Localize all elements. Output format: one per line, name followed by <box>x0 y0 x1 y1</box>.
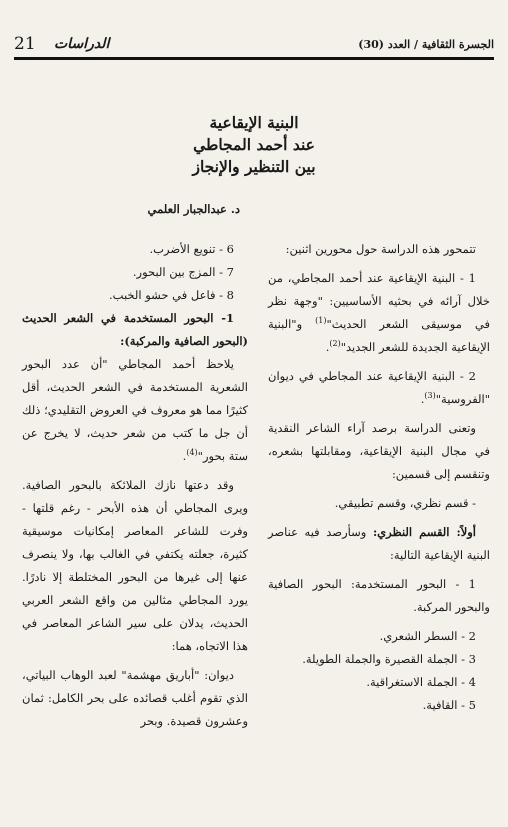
section-title: الدراسات <box>54 36 110 52</box>
subheading: أولاً: القسم النظري: <box>372 525 477 539</box>
page-number: 21 <box>14 34 36 54</box>
paragraph: ديوان: "أباريق مهشمة" لعبد الوهاب البياتي، الذي تقوم أغلب قصائده على بحر الكامل: ثمان وعشرون قصيدة. وبحر <box>22 668 248 728</box>
paragraph: وتعنى الدراسة برصد آراء الشاعر النقدية في مجال البنية الإيقاعية، ومقابلتها بشعره، وتنقسم إلى قسمين: <box>268 421 490 481</box>
author-name: د. عبدالجبار العلمي <box>147 202 240 216</box>
footnote-ref: (3) <box>424 391 436 401</box>
footnote-ref: (4) <box>186 448 198 458</box>
list-item: 6 - تنويع الأضرب. <box>149 242 234 256</box>
paragraph: تتمحور هذه الدراسة حول محورين اثنين: <box>285 242 476 256</box>
header-rule <box>14 57 494 60</box>
paragraph: 2 - البنية الإيقاعية عند المجاطي في ديوان "الفروسية"$^{(3)}$. <box>268 369 490 406</box>
page-header <box>14 28 494 60</box>
footnote-ref: (2) <box>329 339 341 349</box>
title-line-1: البنية الإيقاعية <box>209 113 299 132</box>
left-column <box>22 238 248 733</box>
footnote-ref: (1) <box>315 316 327 326</box>
subheading: 1- البحور المستخدمة في الشعر الحديث (البحور الصافية والمركبة): <box>22 311 248 348</box>
paragraph: وقد دعتها نازك الملائكة بالبحور الصافية. ويرى المجاطي أن هذه الأبحر - رغم قلتها - وفرت للشاعر المعاصر إمكانيات موسيقية كثيرة، جعلته يكتفي في الغالب بها، ولا ينصرف عنها إلى غيرها من البحور المختلطة إلا نادرًا. يورد المجاطي مثالين من واقع الشعر العربي الحديث، يدلان على سير الشاعر المعاصر في هذا الاتجاه، هما: <box>22 478 248 653</box>
paragraph: يلاحظ أحمد المجاطي "أن عدد البحور الشعرية المستخدمة في الشعر الحديث، أقل كثيرًا مما هو معروف في العروض التقليدي؛ ذلك أن جل ما كتب من شعر حديث، لا يخرج عن ستة بحور"$^{(4)}$. <box>22 357 248 463</box>
title-line-2: عند أحمد المجاطي <box>193 135 315 154</box>
paragraph: 1 - البنية الإيقاعية عند أحمد المجاطي، من خلال آرائه في بحثيه الأساسيين: "وجهة نظر في موسيقى الشعر الحديث"$^{(1)}$ و"البنية الإيقاعية الجديدة للشعر الجديد"$^{(2)}$. <box>268 271 491 354</box>
list-item: 7 - المزج بين البحور. <box>132 265 234 279</box>
title-line-3: بين التنظير والإنجاز <box>192 157 316 176</box>
paragraph: - قسم نظري، وقسم تطبيقي. <box>334 496 476 510</box>
list-item: 8 - فاعل في حشو الخبب. <box>109 288 234 302</box>
list-item: 3 - الجملة القصيرة والجملة الطويلة. <box>302 652 476 666</box>
paragraph: أولاً: القسم النظري: وسأرصد فيه عناصر البنية الإيقاعية التالية: <box>268 525 490 562</box>
journal-issue-label: الجسرة الثقافية / العدد (30) <box>358 38 494 51</box>
list-item: 2 - السطر الشعري. <box>379 629 476 643</box>
article-title <box>0 112 508 178</box>
list-item: 1 - البحور المستخدمة: البحور الصافية والبحور المركبة. <box>268 577 490 614</box>
right-column <box>268 238 490 717</box>
list-item: 4 - الجملة الاستغراقية. <box>366 675 476 689</box>
list-item: 5 - القافية. <box>422 698 476 712</box>
